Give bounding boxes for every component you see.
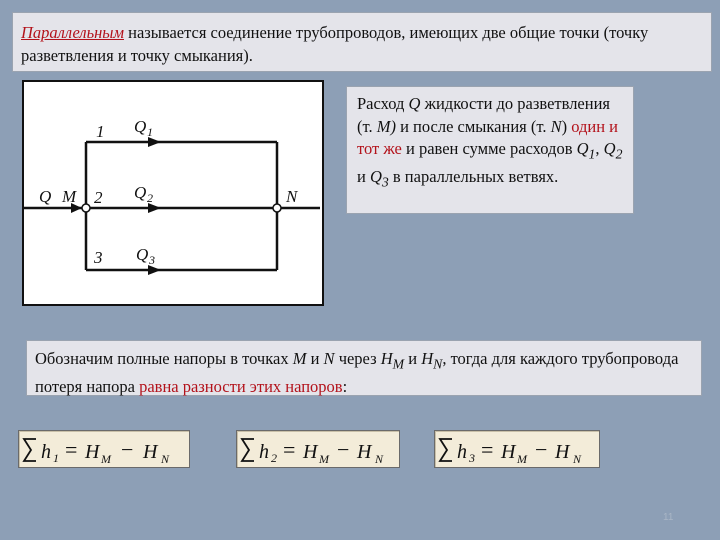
sum-icon (24, 439, 36, 461)
svg-text:N: N (161, 452, 170, 466)
label-q2: Q (134, 183, 147, 202)
flow-note-text: и (357, 166, 370, 186)
flow-note-text: , (595, 139, 604, 158)
flow-note-highlight: один и тот же (357, 116, 619, 158)
svg-text:=: = (481, 437, 494, 462)
svg-text:N: N (573, 452, 582, 466)
svg-text:H: H (143, 441, 158, 463)
formula-3 (434, 430, 600, 468)
head-note-hm: H (380, 349, 393, 368)
node-n (273, 204, 281, 212)
label-q1-sub: 1 (147, 125, 153, 139)
label-branch-1: 1 (96, 122, 105, 141)
svg-text:−: − (337, 437, 350, 462)
svg-text:3: 3 (469, 451, 475, 465)
diagram-svg (24, 82, 326, 308)
svg-text:H: H (555, 441, 570, 463)
svg-text:h: h (457, 441, 467, 463)
formula-1 (18, 430, 190, 468)
flow-note-text: и после смыкания (т. (395, 116, 551, 136)
svg-text:1: 1 (53, 451, 59, 465)
head-note-text: и (404, 349, 422, 368)
formula-2 (236, 430, 400, 468)
label-q3-sub: 3 (149, 253, 155, 267)
flow-note-box (346, 86, 634, 214)
head-note-text: , тогда для каждого трубопровода потеря напора (35, 349, 679, 397)
flow-note-q: Q (408, 94, 421, 113)
head-note-m: M (292, 349, 307, 368)
head-note-text: Обозначим полные напоры в точках (35, 349, 293, 368)
label-point-n: N (286, 187, 298, 206)
label-point-m: M (62, 187, 77, 206)
head-note-text: и (306, 349, 324, 368)
svg-text:H: H (357, 441, 372, 463)
flow-note-q2: Q (603, 139, 616, 158)
slide-number: 11 (663, 512, 674, 523)
label-q-in: Q (39, 187, 52, 206)
flow-note-text: жидкости до разветвления (т. (357, 94, 611, 136)
svg-text:N: N (375, 452, 384, 466)
svg-text:h: h (41, 441, 51, 463)
label-q3: Q (136, 245, 149, 264)
label-q2-sub: 2 (147, 191, 153, 205)
svg-text:=: = (65, 437, 78, 462)
flow-note-q1-sub: 1 (588, 146, 596, 162)
head-note-hn-sub: N (433, 356, 443, 372)
parallel-pipes-diagram (22, 80, 324, 306)
flow-note-text: и равен сумме расходов (401, 139, 577, 158)
svg-text:H: H (85, 441, 100, 463)
svg-text:M: M (319, 452, 329, 466)
flow-note-text: в параллельных ветвях. (388, 166, 559, 186)
sum-icon (440, 439, 452, 461)
svg-text:H: H (501, 441, 516, 463)
flow-note-q3: Q (369, 166, 382, 186)
svg-text:h: h (259, 441, 269, 463)
head-note-text: через (334, 349, 381, 368)
svg-text:−: − (121, 437, 134, 462)
head-note-hm-sub: M (392, 356, 405, 372)
label-branch-3: 3 (94, 248, 103, 267)
definition-term: Параллельным (21, 23, 124, 42)
node-m (82, 204, 90, 212)
flow-note-q2-sub: 2 (615, 146, 623, 162)
svg-text:2: 2 (271, 451, 277, 465)
label-q1: Q (134, 117, 147, 136)
svg-text:M: M (517, 452, 527, 466)
svg-text:=: = (283, 437, 296, 462)
flow-note-q3-sub: 3 (381, 174, 389, 190)
head-note-text: : (342, 377, 348, 397)
head-note-hn: H (421, 349, 434, 368)
head-note-box (26, 340, 702, 396)
flow-note-text: Расход (357, 94, 409, 113)
sum-icon (242, 439, 254, 461)
head-note-highlight: равна разности этих напоров (139, 377, 343, 397)
label-branch-2: 2 (94, 188, 103, 207)
flow-note-m: M) (376, 116, 396, 136)
svg-text:−: − (535, 437, 548, 462)
svg-text:M: M (101, 452, 111, 466)
flow-note-n: N (550, 116, 562, 136)
svg-text:H: H (303, 441, 318, 463)
flow-note-q1: Q (576, 139, 589, 158)
head-note-n: N (323, 349, 335, 368)
flow-note-text: ) (561, 116, 572, 136)
definition-text: называется соединение трубопроводов, имеющих две общие точки (точку разветвления и точку смыкания). (21, 23, 649, 65)
definition-box (12, 12, 712, 72)
